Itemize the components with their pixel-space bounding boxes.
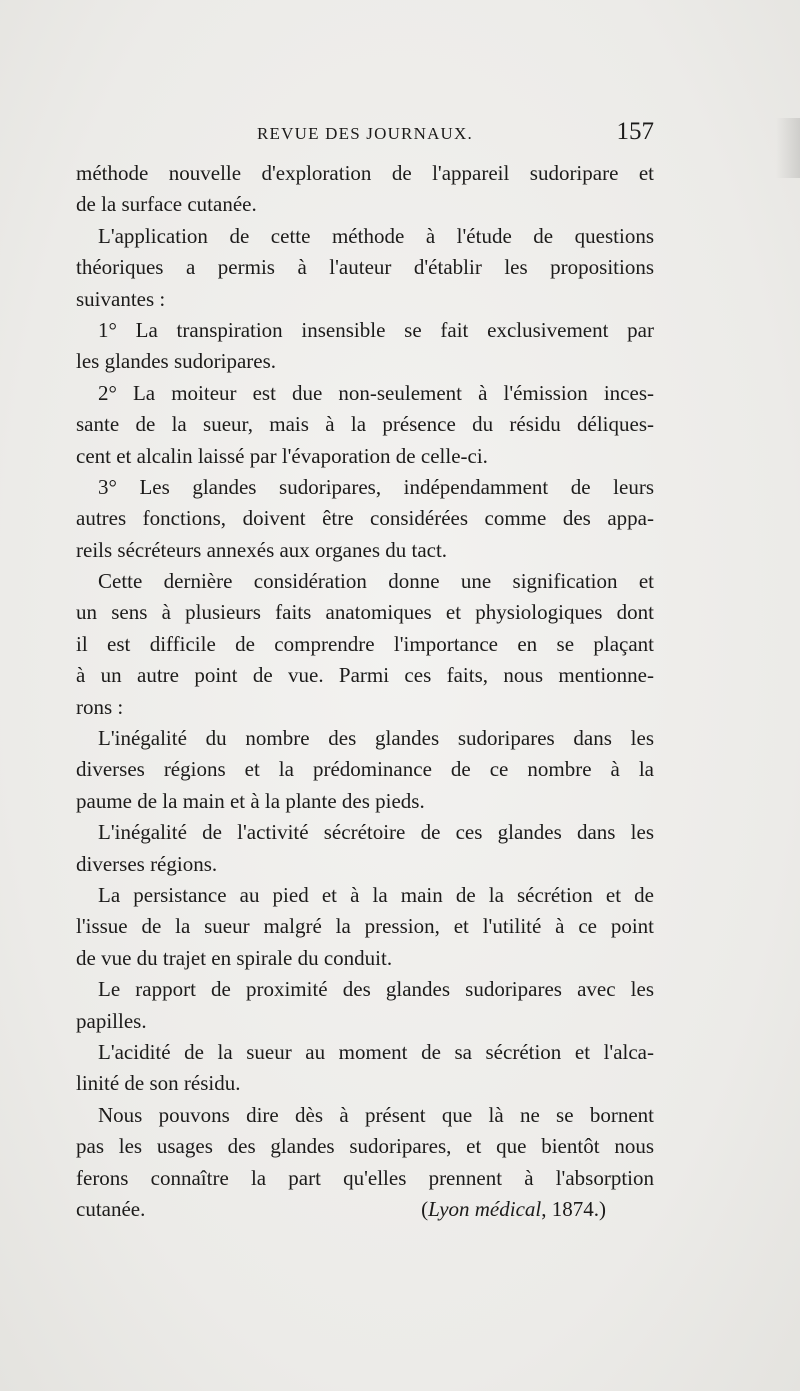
text-line: Cette dernière considération donne une signification et	[98, 569, 654, 594]
text-line: ferons connaître la part qu'elles prennent à l'absorption	[76, 1165, 654, 1190]
closing-text: cutanée.	[76, 1196, 146, 1221]
text-line: sante de la sueur, mais à la présence du résidu déliques-	[76, 412, 654, 437]
text-line: linité de son résidu.	[76, 1071, 241, 1096]
source-open: (	[421, 1196, 429, 1221]
text-line: méthode nouvelle d'exploration de l'appareil sudoripare et	[76, 161, 654, 185]
text-line: 2° La moiteur est due non-seulement à l'émission inces-	[98, 380, 654, 405]
text-line: de vue du trajet en spirale du conduit.	[76, 945, 393, 970]
text-line: Nous pouvons dire dès à présent que là ne se bornent	[98, 1102, 654, 1127]
text-line: rons :	[76, 694, 124, 719]
text-line: papilles.	[76, 1008, 147, 1033]
text-line: reils sécréteurs annexés aux organes du tact.	[76, 537, 448, 562]
text-line: Le rapport de proximité des glandes sudoripares avec les	[98, 977, 654, 1002]
text-line: de la surface cutanée.	[76, 192, 257, 217]
text-line: à un autre point de vue. Parmi ces faits, nous mentionne-	[76, 663, 654, 688]
source-citation	[421, 1194, 606, 1225]
running-title: REVUE DES JOURNAUX.	[257, 124, 473, 143]
text-line: l'issue de la sueur malgré la pression, et l'utilité à ce point	[76, 914, 654, 939]
article-body	[76, 158, 654, 1225]
text-line: il est difficile de comprendre l'importance en se plaçant	[76, 631, 654, 656]
text-line: pas les usages des glandes sudoripares, et que bientôt nous	[76, 1134, 654, 1159]
page-edge-shadow	[776, 118, 800, 178]
text-line: 3° Les glandes sudoripares, indépendamment de leurs	[98, 474, 654, 499]
text-line: théoriques a permis à l'auteur d'établir les propositions	[76, 255, 654, 280]
text-line: paume de la main et à la plante des pieds.	[76, 788, 425, 813]
page-number: 157	[616, 118, 654, 145]
running-header	[76, 118, 654, 148]
source-rest: , 1874.)	[541, 1196, 606, 1221]
text-line: La persistance au pied et à la main de la sécrétion et de	[98, 882, 654, 907]
text-line: diverses régions.	[76, 851, 218, 876]
text-line: L'acidité de la sueur au moment de sa sécrétion et l'alca-	[98, 1039, 654, 1064]
text-line: cent et alcalin laissé par l'évaporation de celle-ci.	[76, 443, 488, 468]
text-line: un sens à plusieurs faits anatomiques et physiologiques dont	[76, 600, 654, 625]
text-line: les glandes sudoripares.	[76, 349, 277, 374]
text-line: L'inégalité du nombre des glandes sudoripares dans les	[98, 726, 654, 751]
closing-line	[76, 1194, 654, 1225]
text-line: 1° La transpiration insensible se fait exclusivement par	[98, 317, 654, 342]
text-line: diverses régions et la prédominance de ce nombre à la	[76, 757, 654, 782]
text-line: L'application de cette méthode à l'étude de questions	[98, 223, 654, 248]
text-line: L'inégalité de l'activité sécrétoire de ces glandes dans les	[98, 820, 654, 845]
text-line: autres fonctions, doivent être considérées comme des appa-	[76, 506, 654, 531]
source-journal: Lyon médical	[428, 1196, 542, 1221]
text-line: suivantes :	[76, 286, 166, 311]
